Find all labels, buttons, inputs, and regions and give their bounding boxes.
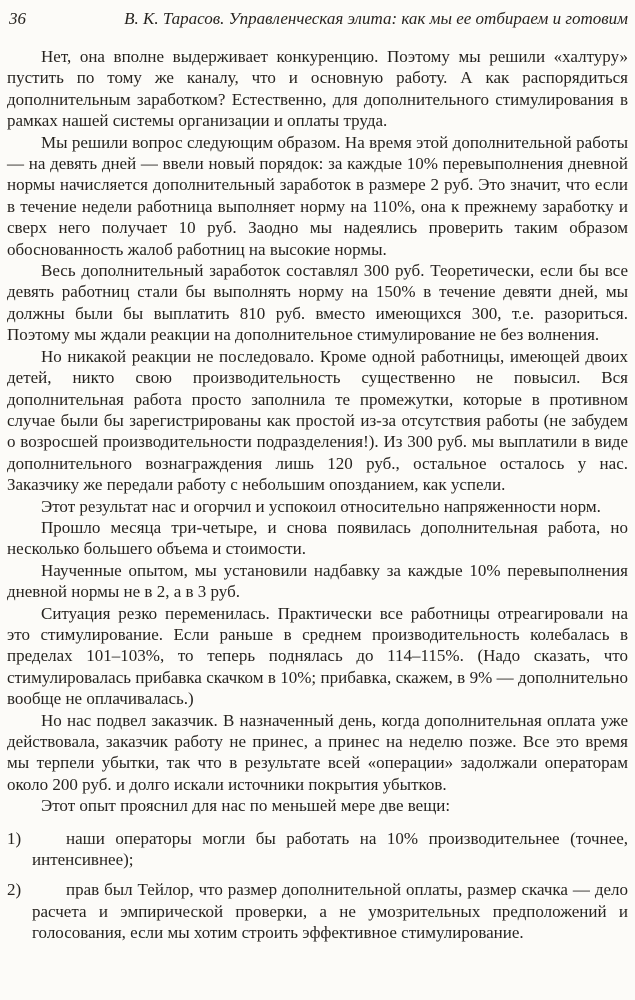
list-marker: 2) <box>7 880 22 900</box>
list-text: наши операторы могли бы работать на 10% производительнее (точнее, интенсивнее); <box>32 828 628 870</box>
paragraph: Мы решили вопрос следующим образом. На время этой дополнительной работы — на девять дней — ввели новый порядок: за каждые 10% перевыполнения дневной нормы начисляется дополнительный заработок в размере 2 руб. Это значит, что если в течение недели работница выполняет норму на 110%, она к прежнему заработку и сверх него получает 10 руб. Заодно мы надеялись проверить таким образом обоснованность жалоб работниц на высокие нормы. <box>7 132 628 259</box>
page-body <box>7 46 628 944</box>
numbered-list <box>7 828 628 944</box>
paragraph: Ситуация резко переменилась. Практически все работницы отреагировали на это стимулирование. Если раньше в среднем производительность колебалась в пределах 101–103%, то теперь поднялась до 114–115%. (Надо сказать, что стимулировалась прибавка скачком в 10%; прибавка, скажем, в 9% — дополнительно вообще не оплачивалась.) <box>7 603 628 709</box>
paragraph: Весь дополнительный заработок составлял 300 руб. Теоретически, если бы все девять работниц стали бы выполнять норму на 150% в течение девяти дней, мы должны были бы выплатить 810 руб. вместо имеющихся 300, т.е. разориться. Поэтому мы ждали реакции на дополнительное стимулирование не без волнения. <box>7 261 628 345</box>
paragraph: Но никакой реакции не последовало. Кроме одной работницы, имеющей двоих детей, никто свою производительность существенно не повысил. Вся дополнительная работа просто заполнила те промежутки, которые в противном случае были бы зарегистрированы как простой из-за отсутствия работы (не забудем о возросшей производительности подразделения!). Из 300 руб. мы выплатили в виде дополнительного вознаграждения лишь 120 руб., остальное осталось у нас. Заказчику же передали работу с небольшим опозданием, как успели. <box>7 346 628 495</box>
running-title: В. К. Тарасов. Управленческая элита: как мы ее отбираем и готовим <box>124 9 628 28</box>
running-head <box>7 9 628 29</box>
page-number: 36 <box>9 9 26 28</box>
paragraph: Этот опыт прояснил для нас по меньшей мере две вещи: <box>41 796 451 816</box>
paragraph: Этот результат нас и огорчил и успокоил относительно напряженности норм. <box>41 496 601 516</box>
paragraph: Нет, она вполне выдерживает конкуренцию. Поэтому мы решили «халтуру» пустить по тому же каналу, что и основную работу. А как распорядиться дополнительным заработком? Естественно, для дополнительного стимулирования в рамках нашей системы организации и оплаты труда. <box>7 47 628 131</box>
list-marker: 1) <box>7 828 22 848</box>
list-item <box>7 879 628 943</box>
paragraph: Наученные опытом, мы установили надбавку за каждые 10% перевыполнения дневной нормы не в 2, а в 3 руб. <box>7 560 628 602</box>
paragraph: Прошло месяца три-четыре, и снова появилась дополнительная работа, но несколько большего объема и стоимости. <box>7 517 628 559</box>
list-text: прав был Тейлор, что размер дополнительной оплаты, размер скачка — дело расчета и эмпирической проверки, а не умозрительных предположений и голосования, если мы хотим строить эффективное стимулирование. <box>32 880 628 943</box>
list-item <box>7 828 628 871</box>
paragraph: Но нас подвел заказчик. В назначенный день, когда дополнительная оплата уже действовала, заказчик работу не принес, а принес на неделю позже. Все это время мы терпели убытки, так что в результате всей «операции» задолжали операторам около 200 руб. и долго искали источники покрытия убытков. <box>7 710 628 794</box>
